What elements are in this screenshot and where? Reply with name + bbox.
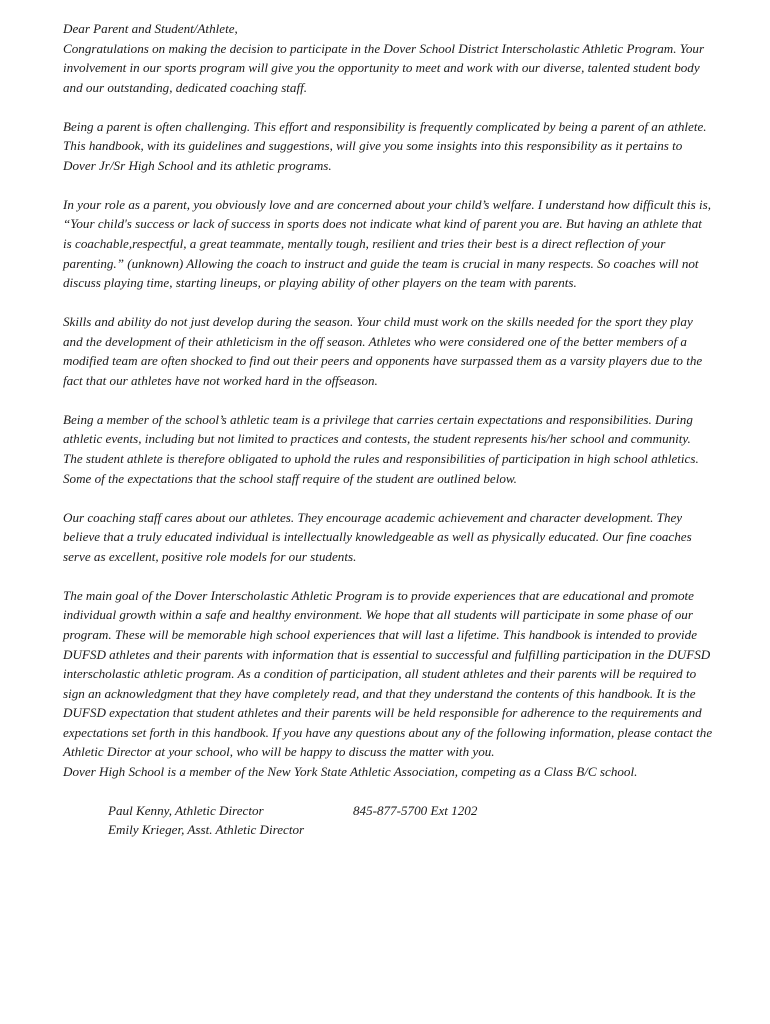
paragraph-gap	[63, 566, 713, 586]
paragraph-gap	[63, 488, 713, 508]
signature-block	[63, 801, 713, 840]
signature-row-assistant	[108, 820, 713, 840]
salutation: Dear Parent and Student/Athlete,	[63, 21, 238, 36]
paragraph-coaching-staff: Our coaching staff cares about our athletes. They encourage academic achievement and character development. They believe that a truly educated individual is intellectually knowledgeable as well as physically educated. Our fine coaches serve as excellent, positive role models for our students.	[63, 509, 692, 564]
director-phone: 845-877-5700 Ext 1202	[353, 802, 478, 818]
paragraph-parent-challenge: Being a parent is often challenging. This effort and responsibility is frequently complicated by being a parent of an athlete. This handbook, with its guidelines and suggestions, will give you some insights into this responsibility as it pertains to Dover Jr/Sr High School and its athletic programs.	[63, 118, 707, 173]
paragraph-congratulations: Congratulations on making the decision to participate in the Dover School District Interscholastic Athletic Program. Your involvement in our sports program will give you the opportunity to meet and work with our diverse, talented student body and our outstanding, dedicated coaching staff.	[63, 40, 705, 95]
signature-row-director	[108, 801, 713, 821]
paragraph-membership: Dover High School is a member of the New York State Athletic Association, competing as a Class B/C school.	[63, 763, 638, 779]
paragraph-skills: Skills and ability do not just develop during the season. Your child must work on the skills needed for the sport they play and the development of their athleticism in the off season. Athletes who were considered one of the better members of a modified team are often shocked to find out their peers and opponents have surpassed them as a varsity players due to the fact that our athletes have not worked hard in the offseason.	[63, 314, 703, 388]
paragraph-gap	[63, 97, 713, 117]
letter-body	[63, 19, 713, 840]
paragraph-gap	[63, 175, 713, 195]
paragraph-main-goal: The main goal of the Dover Interscholastic Athletic Program is to provide experiences that are educational and promote individual growth within a safe and healthy environment. We hope that all students will participate in some phase of our program. These will be memorable high school experiences that will last a lifetime. This handbook is intended to provide DUFSD athletes and their parents with information that is essential to successful and fulfilling participation in the DUFSD interscholastic athletic program. As a condition of participation, all student athletes and their parents will be required to sign an acknowledgment that they have completely read, and that they understand the contents of this handbook. It is the DUFSD expectation that student athletes and their parents will be held responsible for adherence to the requirements and expectations set forth in this handbook. If you have any questions about any of the following information, please contact the Athletic Director at your school, who will be happy to discuss the matter with you.	[63, 587, 713, 760]
paragraph-gap	[63, 293, 713, 313]
assistant-name: Emily Krieger, Asst. Athletic Director	[108, 822, 305, 838]
director-name: Paul Kenny, Athletic Director	[108, 802, 264, 818]
paragraph-privilege: Being a member of the school’s athletic team is a privilege that carries certain expectations and responsibilities. During athletic events, including but not limited to practices and contests, the student represents his/her school and community. The student athlete is therefore obligated to uphold the rules and responsibilities of participation in high school athletics. Some of the expectations that the school staff require of the student are outlined below.	[63, 411, 699, 486]
paragraph-parent-role: In your role as a parent, you obviously love and are concerned about your child’s welfare. I understand how difficult this is, “Your child's success or lack of success in sports does not indicate what kind of parent you are. But having an athlete that is coachable,respectful, a great teammate, mentally tough, resilient and tries their best is a direct reflection of your parenting.” (unknown) Allowing the coach to instruct and guide the team is crucial in many respects. So coaches will not discuss playing time, starting lineups, or playing ability of other players on the team with parents.	[63, 196, 712, 291]
paragraph-gap	[63, 390, 713, 410]
